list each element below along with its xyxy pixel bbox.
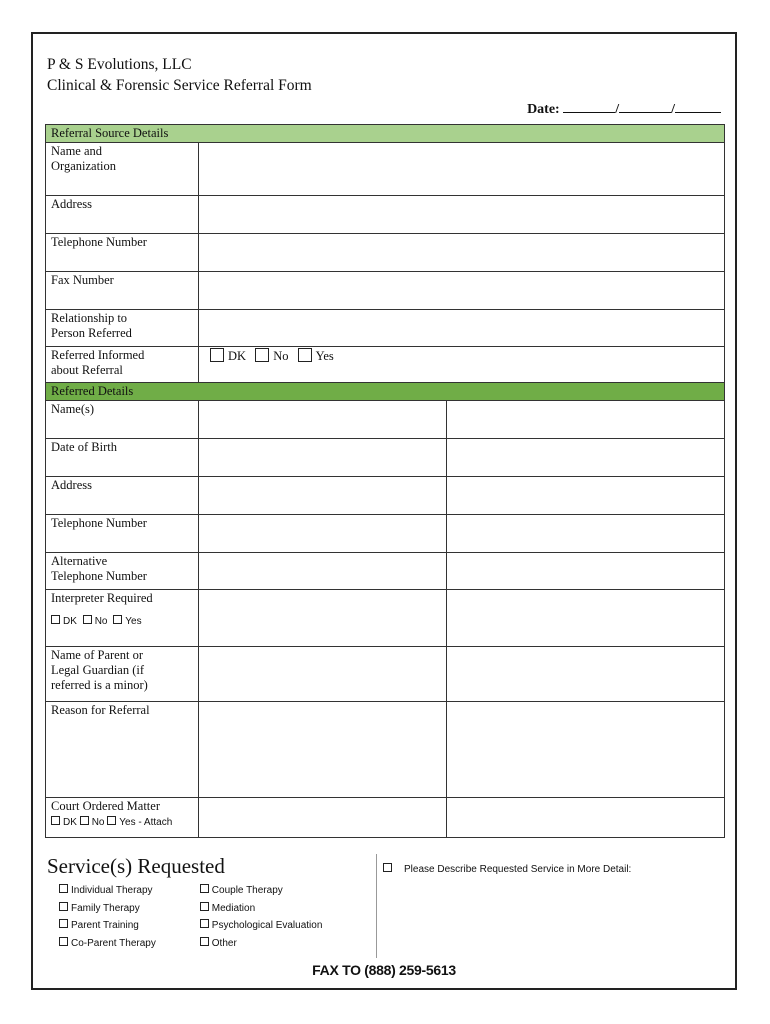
guardian-field-2[interactable] (447, 647, 725, 702)
describe-service-label: Please Describe Requested Service in More Detail: (404, 864, 632, 875)
reason-field-2[interactable] (447, 702, 725, 798)
referred-details-section-header: Referred Details (46, 383, 725, 401)
referred-informed-label: Referred Informed about Referral (46, 347, 199, 383)
source-telephone-label: Telephone Number (46, 234, 199, 272)
source-fax-label: Fax Number (46, 272, 199, 310)
alt-telephone-field-2[interactable] (447, 553, 725, 590)
service-checkbox[interactable] (59, 937, 68, 946)
referred-address-label: Address (46, 477, 199, 515)
informed-yes-label: Yes (315, 349, 334, 363)
service-item[interactable]: Parent Training (59, 917, 197, 935)
referred-address-field-1[interactable] (199, 477, 447, 515)
service-item[interactable]: Couple Therapy (200, 882, 323, 900)
court-ordered-label: Court Ordered Matter DK No Yes - Attach (46, 798, 199, 838)
service-item[interactable]: Co-Parent Therapy (59, 935, 197, 953)
court-no-checkbox[interactable] (80, 816, 89, 825)
interpreter-no-checkbox[interactable] (83, 615, 92, 624)
name-organization-label: Name and Organization (46, 143, 199, 196)
form-title: Clinical & Forensic Service Referral Form (47, 77, 312, 94)
company-name: P & S Evolutions, LLC (47, 56, 192, 73)
reason-label: Reason for Referral (46, 702, 199, 798)
relationship-field[interactable] (199, 310, 725, 347)
relationship-label: Relationship to Person Referred (46, 310, 199, 347)
interpreter-yes-checkbox[interactable] (113, 615, 122, 624)
service-checkbox[interactable] (59, 884, 68, 893)
dob-field-1[interactable] (199, 439, 447, 477)
guardian-field-1[interactable] (199, 647, 447, 702)
referred-telephone-label: Telephone Number (46, 515, 199, 553)
service-item[interactable]: Individual Therapy (59, 882, 197, 900)
referral-form-page (31, 32, 737, 990)
court-yes-checkbox[interactable] (107, 816, 116, 825)
services-column-1 (59, 882, 197, 952)
source-telephone-field[interactable] (199, 234, 725, 272)
service-checkbox[interactable] (200, 902, 209, 911)
source-address-field[interactable] (199, 196, 725, 234)
date-year-blank[interactable] (675, 100, 721, 113)
referred-telephone-field-2[interactable] (447, 515, 725, 553)
informed-dk-label: DK (228, 349, 247, 363)
names-field-1[interactable] (199, 401, 447, 439)
referred-informed-options (199, 347, 725, 383)
service-checkbox[interactable] (59, 902, 68, 911)
service-item[interactable]: Other (200, 935, 323, 953)
court-dk-checkbox[interactable] (51, 816, 60, 825)
court-ordered-field-2[interactable] (447, 798, 725, 838)
service-checkbox[interactable] (59, 919, 68, 928)
services-requested-title: Service(s) Requested (47, 854, 225, 878)
dob-field-2[interactable] (447, 439, 725, 477)
reason-field-1[interactable] (199, 702, 447, 798)
alt-telephone-label: Alternative Telephone Number (46, 553, 199, 590)
describe-service-option[interactable] (383, 863, 631, 875)
informed-no-checkbox[interactable] (255, 348, 269, 362)
informed-no-label: No (273, 349, 289, 363)
dob-label: Date of Birth (46, 439, 199, 477)
source-address-label: Address (46, 196, 199, 234)
names-label: Name(s) (46, 401, 199, 439)
services-checklist (59, 882, 322, 952)
service-checkbox[interactable] (200, 884, 209, 893)
service-item[interactable]: Mediation (200, 900, 323, 918)
referral-source-section-header: Referral Source Details (46, 125, 725, 143)
court-ordered-field-1[interactable] (199, 798, 447, 838)
alt-telephone-field-1[interactable] (199, 553, 447, 590)
name-organization-field[interactable] (199, 143, 725, 196)
form-header (47, 54, 312, 96)
names-field-2[interactable] (447, 401, 725, 439)
interpreter-label: Interpreter Required DK No Yes (46, 590, 199, 647)
interpreter-field-2[interactable] (447, 590, 725, 647)
informed-yes-checkbox[interactable] (298, 348, 312, 362)
date-label: Date: (527, 102, 560, 117)
referred-telephone-field-1[interactable] (199, 515, 447, 553)
date-field[interactable]: Date: / / (527, 100, 721, 118)
referred-address-field-2[interactable] (447, 477, 725, 515)
service-item[interactable]: Family Therapy (59, 900, 197, 918)
referral-table (45, 124, 725, 838)
describe-service-checkbox[interactable] (383, 863, 392, 872)
services-column-2 (200, 882, 323, 952)
services-divider (376, 854, 377, 958)
interpreter-dk-checkbox[interactable] (51, 615, 60, 624)
date-day-blank[interactable] (619, 100, 671, 113)
fax-footer: FAX TO (888) 259-5613 (312, 962, 456, 978)
service-checkbox[interactable] (200, 937, 209, 946)
interpreter-options: DK No Yes (51, 614, 193, 629)
interpreter-field-1[interactable] (199, 590, 447, 647)
date-month-blank[interactable] (563, 100, 615, 113)
source-fax-field[interactable] (199, 272, 725, 310)
guardian-label: Name of Parent or Legal Guardian (if referred is a minor) (46, 647, 199, 702)
service-item[interactable]: Psychological Evaluation (200, 917, 323, 935)
service-checkbox[interactable] (200, 919, 209, 928)
court-options: DK No Yes - Attach (51, 815, 193, 830)
informed-dk-checkbox[interactable] (210, 348, 224, 362)
